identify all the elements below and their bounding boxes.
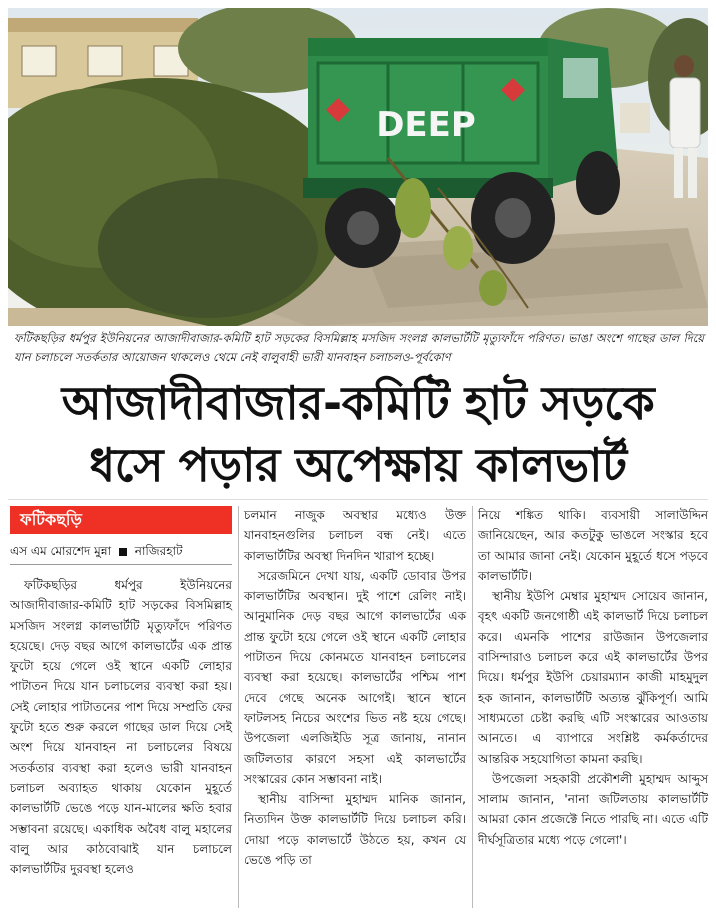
photo-caption: ফটিকছড়ির ধর্মপুর ইউনিয়নের আজাদীবাজার-কমিটি হাট সড়কের বিসমিল্লাহ মসজিদ সংলগ্ন কালভার্টটি মৃত্যুফাঁদে পরিণত। ভাঙা অংশে গাছের ডাল দিয়ে যান চলাচলে সতর্কতার আয়োজন থাকলেও থেমে নেই বালুবাহী ভারী যানবাহন চলাচলও-পূর্বকোণ — [14, 331, 704, 364]
headline-line-2: ধসে পড়ার অপেক্ষায় কালভার্ট — [89, 438, 627, 492]
article-column-3 — [478, 505, 708, 850]
section-label: ফটিকছড়ি — [10, 506, 232, 534]
article-paragraph: ফটিকছড়ির ধর্মপুর ইউনিয়নের আজাদীবাজার-কমিটি হাট সড়কের বিসমিল্লাহ মসজিদ সংলগ্ন কালভার্টটি মৃত্যুফাঁদে পরিণত হয়েছে। দেড় বছর আগে কালভার্টের এক প্রান্ত ফুটো হয়ে গেলে ওই স্থানে একটি লোহার পাটাতন দিয়ে যান চলাচলের ব্যবস্থা করা হয়। সেই লোহার পাটাতনের পাশ দিয়ে সম্প্রতি ফের ফুটো হতে শুরু করলে গাছের ডাল দিয়ে সেই অংশ দিয়ে যানবাহন না চলাচলের বিষয়ে সতর্কতার ব্যবস্থা করা হলেও ভারী যানবাহন চলাচল অব্যাহত থাকায় যেকোন মুহূর্তে কালভার্টটি ভেঙে পড়ে যান-মালের ক্ষতি হবার সম্ভাবনা রয়েছে। একাধিক অবৈধ বালু মহালের বালু আর কাঠবোঝাই যান চলাচলে কালভার্টটির দুরবস্থা হলেও — [10, 578, 232, 877]
article-paragraph: স্থানীয় বাসিন্দা মুহাম্মদ মানিক জানান, নিত্যদিন উক্ত কালভার্টটি দিয়ে চলাচল করি। দোয়া পড়ে কালভার্টে উঠতে হয়, কখন যে ভেঙে পড়ি তা — [244, 792, 466, 868]
headline — [0, 372, 716, 496]
truck-photo-illustration — [8, 8, 708, 326]
column-divider — [238, 506, 239, 908]
column-divider — [472, 506, 473, 908]
headline-line-1: আজাদীবাজার-কমিটি হাট সড়কে — [61, 376, 655, 430]
article-column-2 — [244, 505, 466, 870]
article-paragraph: নিয়ে শঙ্কিত থাকি। ব্যবসায়ী সালাউদ্দিন জানিয়েছেন, আর কতটুকু ভাঙলে সংস্কার হবে তা আমার জানা নেই। যেকোন মুহূর্তে ধসে পড়বে কালভার্টটি। — [478, 508, 708, 583]
article-paragraph: সরেজমিনে দেখা যায়, একটি ডোবার উপর কালভার্টটির অবস্থান। দুই পাশে রেলিং নাই। আনুমানিক দেড় বছর আগে কালভার্টের এক প্রান্ত ফুটো হয়ে গেলে ওই স্থানে একটি লোহার পাটাতন দিয়ে কোনমতে যানবাহন চলাচলের ব্যবস্থা করা হয়েছে। কালভার্টের পশ্চিম পাশ দেবে গেছে অনেক আগেই। স্থানে স্থানে ফাটলসহ নিচের অংশের ভিত নষ্ট হয়ে গেছে। উপজেলা এলজিইডি সূত্র জানায়, নানান জটিলতার কারণে সহসা এই কালভার্টের সংস্কারের কোন সম্ভাবনা নাই। — [244, 568, 466, 786]
article-column-1 — [10, 506, 232, 879]
byline — [10, 542, 232, 565]
byline-author: এস এম মোরশেদ মুন্না — [10, 544, 112, 558]
article-paragraph: চলমান নাজুক অবস্থার মধ্যেও উক্ত যানবাহনগুলির চলাচল বন্ধ নেই। এতে কালভার্টটির অবস্থা দিনদিন খারাপ হচ্ছে। — [244, 508, 466, 563]
truck-plate-text: DEEP — [376, 105, 476, 145]
square-separator-icon — [119, 548, 127, 556]
news-photo — [8, 8, 708, 326]
headline-rule — [8, 499, 708, 500]
article-paragraph: উপজেলা সহকারী প্রকৌশলী মুহাম্মদ আব্দুস সালাম জানান, 'নানা জটিলতায় কালভার্টটি আমরা কোন প্রজেক্টে নিতে পারছি না। এতে এটি দীর্ঘসূত্রিতার মধ্যে পড়ে গেলো'। — [478, 771, 708, 847]
article-paragraph: স্থানীয় ইউপি মেম্বার মুহাম্মদ সোয়েব জানান, বৃহৎ একটি জনগোষ্ঠী এই কালভার্ট দিয়ে চলাচল করে। এমনকি পাশের রাউজান উপজেলার বাসিন্দারাও চলাচল করে এই কালভার্টের উপর দিয়ে। ধর্মপুর ইউপি চেয়ারম্যান কাজী মাহমুদুল হক জানান, কালভার্টটি অত্যন্ত ঝুঁকিপূর্ণ। আমি সাধ্যমতো চেষ্টা করছি এটি সংস্কারের আওতায় আনতে। এ ব্যাপারে সংশ্লিষ্ট কর্মকর্তাদের আন্তরিক সহযোগিতা কামনা করছি। — [478, 589, 708, 766]
byline-location: নাজিরহাট — [134, 544, 183, 558]
